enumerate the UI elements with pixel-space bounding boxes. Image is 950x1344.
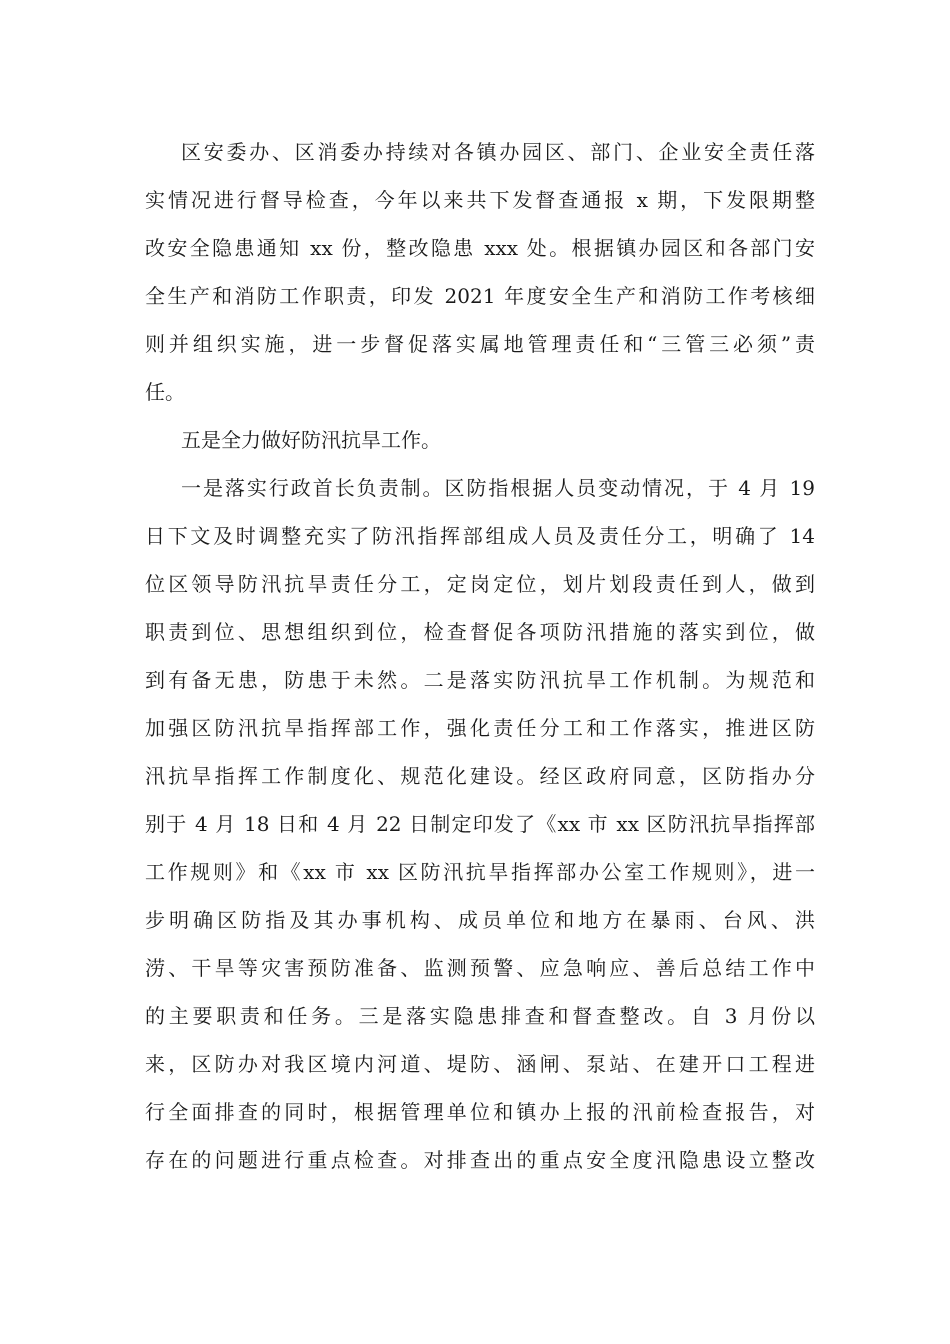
paragraph-flood-drought-heading (145, 416, 815, 464)
text-line: 实情况进行督导检查，今年以来共下发督查通报 x 期，下发限期整 (145, 188, 815, 212)
paragraph-flood-drought-measures (145, 464, 815, 1184)
text-line: 涝、干旱等灾害预防准备、监测预警、应急响应、善后总结工作中 (145, 956, 815, 980)
text-line: 职责到位、思想组织到位，检查督促各项防汛措施的落实到位，做 (145, 620, 815, 644)
text-line: 改安全隐患通知 xx 份，整改隐患 xxx 处。根据镇办园区和各部门安 (145, 236, 815, 260)
text-line: 来，区防办对我区境内河道、堤防、涵闸、泵站、在建开口工程进 (145, 1052, 815, 1076)
text-line: 位区领导防汛抗旱责任分工，定岗定位，划片划段责任到人，做到 (145, 572, 815, 596)
text-line: 步明确区防指及其办事机构、成员单位和地方在暴雨、台风、洪 (145, 908, 815, 932)
text-line: 存在的问题进行重点检查。对排查出的重点安全度汛隐患设立整改 (145, 1148, 815, 1172)
text-line: 到有备无患，防患于未然。二是落实防汛抗旱工作机制。为规范和 (145, 668, 815, 692)
paragraph-safety-supervision (145, 128, 815, 416)
text-line: 行全面排查的同时，根据管理单位和镇办上报的汛前检查报告，对 (145, 1100, 815, 1124)
text-line: 一是落实行政首长负责制。区防指根据人员变动情况，于 4 月 19 (181, 476, 815, 500)
text-line: 任。 (145, 380, 185, 404)
text-line: 区安委办、区消委办持续对各镇办园区、部门、企业安全责任落 (181, 140, 815, 164)
section-heading: 五是全力做好防汛抗旱工作。 (181, 428, 441, 452)
text-line: 加强区防汛抗旱指挥部工作，强化责任分工和工作落实，推进区防 (145, 716, 815, 740)
document-body (145, 128, 815, 1184)
text-line: 日下文及时调整充实了防汛指挥部组成人员及责任分工，明确了 14 (145, 524, 815, 548)
text-line: 工作规则》和《xx 市 xx 区防汛抗旱指挥部办公室工作规则》，进一 (145, 860, 815, 884)
text-line: 汛抗旱指挥工作制度化、规范化建设。经区政府同意，区防指办分 (145, 764, 815, 788)
text-line: 则并组织实施，进一步督促落实属地管理责任和“三管三必须”责 (145, 332, 815, 356)
text-line: 别于 4 月 18 日和 4 月 22 日制定印发了《xx 市 xx 区防汛抗旱指挥部 (145, 812, 815, 836)
text-line: 的主要职责和任务。三是落实隐患排查和督查整改。自 3 月份以 (145, 1004, 815, 1028)
text-line: 全生产和消防工作职责，印发 2021 年度安全生产和消防工作考核细 (145, 284, 815, 308)
